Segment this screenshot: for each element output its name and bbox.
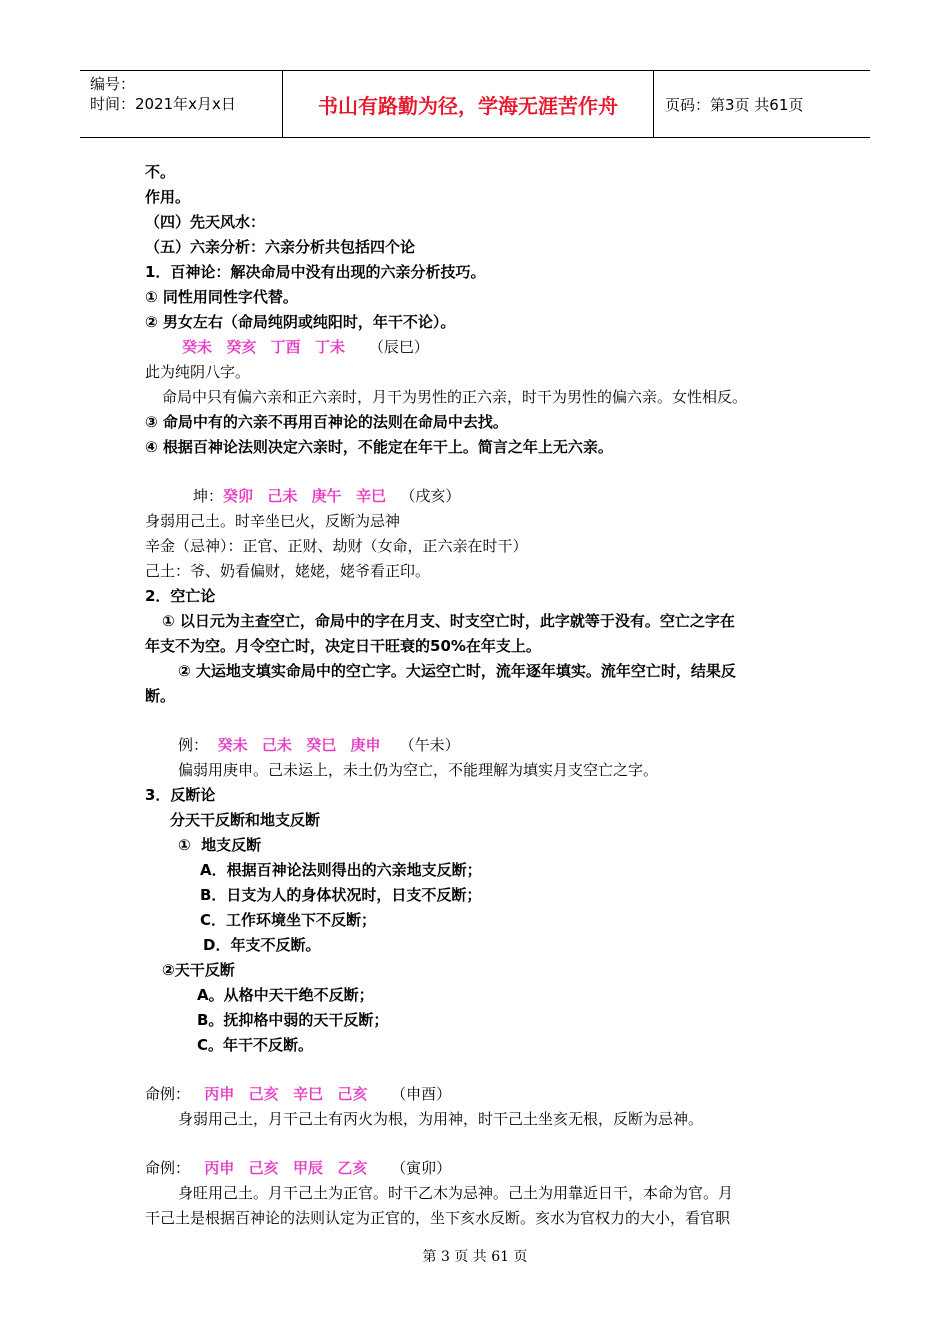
- example-chart: [145, 1084, 451, 1104]
- list-item: C。年干不反断。: [197, 1036, 314, 1054]
- text-line: 断。: [145, 687, 176, 705]
- text-line: 身弱用己土。时辛坐巳火，反断为忌神: [145, 512, 401, 530]
- chart-label: 例：: [178, 736, 209, 754]
- text-line: ① 地支反断: [178, 836, 262, 854]
- text-line: 分天干反断和地支反断: [170, 811, 321, 829]
- pillar: 丁酉: [270, 338, 301, 356]
- list-item: A．根据百神论法则得出的六亲地支反断；: [200, 861, 482, 879]
- pillar: 辛巳: [292, 1085, 323, 1103]
- chart-label: 命例：: [145, 1159, 191, 1177]
- text-line: ④ 根据百神论法则决定六亲时，不能定在年干上。简言之年上无六亲。: [145, 438, 613, 456]
- chart-label: 坤：: [193, 487, 224, 505]
- subsection-heading: 3．反断论: [145, 786, 216, 804]
- subsection-heading: 2．空亡论: [145, 587, 216, 605]
- text-line: 身弱用己土，月干己土有丙火为根，为用神，时干己土坐亥无根，反断为忌神。: [178, 1110, 704, 1128]
- list-item: B．日支为人的身体状况时，日支不反断；: [200, 886, 482, 904]
- subsection-heading: 1．百神论：解决命局中没有出现的六亲分析技巧。: [145, 263, 486, 281]
- pillar: 庚午: [311, 487, 342, 505]
- text-line: 作用。: [145, 188, 191, 206]
- document-date-label: 时间：2021年x月x日: [90, 95, 236, 113]
- void-branches: （申酉）: [391, 1085, 452, 1103]
- pillar: 庚申: [350, 736, 381, 754]
- page-header: [80, 70, 870, 138]
- section-heading: （四）先天风水：: [145, 213, 266, 231]
- text-line: 己土：爷、奶看偏财，姥姥，姥爷看正印。: [145, 562, 431, 580]
- text-line: 命局中只有偏六亲和正六亲时，月干为男性的正六亲，时干为男性的偏六亲。女性相反。: [162, 388, 748, 406]
- text-line: ② 男女左右（命局纯阴或纯阳时，年干不论）。: [145, 313, 456, 331]
- list-item: C．工作环境坐下不反断；: [200, 911, 377, 929]
- void-branches: （戌亥）: [400, 487, 461, 505]
- header-meta-cell: [80, 71, 283, 137]
- pillar: 癸未: [182, 338, 213, 356]
- pillar: 己未: [267, 487, 298, 505]
- example-chart: [193, 486, 460, 506]
- pillar: 癸巳: [306, 736, 337, 754]
- pillar: 丙申: [204, 1159, 235, 1177]
- pillar: 己亥: [337, 1085, 368, 1103]
- void-branches: （午未）: [399, 736, 460, 754]
- section-heading: （五）六亲分析：六亲分析共包括四个论: [145, 238, 416, 256]
- pillar: 己未: [261, 736, 292, 754]
- text-line: 年支不为空。月令空亡时，决定日干旺衰的50%在年支上。: [145, 637, 541, 655]
- void-branches: （辰巳）: [368, 338, 429, 356]
- pillar: 甲辰: [292, 1159, 323, 1177]
- example-chart: [178, 735, 460, 755]
- pillar: 癸卯: [223, 487, 254, 505]
- list-item: A。从格中天干绝不反断；: [197, 986, 374, 1004]
- text-line: ① 同性用同性字代替。: [145, 288, 298, 306]
- text-line: ②天干反断: [162, 961, 235, 979]
- list-item: D．年支不反断。: [203, 936, 321, 954]
- text-line: ③ 命局中有的六亲不再用百神论的法则在命局中去找。: [145, 413, 508, 431]
- pillar: 癸未: [217, 736, 248, 754]
- document-number-label: 编号：: [90, 75, 136, 93]
- chart-label: 命例：: [145, 1085, 191, 1103]
- text-line: 不。: [145, 163, 176, 181]
- pillar: 己亥: [248, 1085, 279, 1103]
- pillar: 癸亥: [226, 338, 257, 356]
- pillar: 己亥: [248, 1159, 279, 1177]
- pillar: 乙亥: [337, 1159, 368, 1177]
- text-line: 身旺用己土。月干己土为正官。时干乙木为忌神。己土为用靠近日干，本命为官。月: [178, 1184, 734, 1202]
- header-page-number: 页码：第3页 共61页: [665, 95, 804, 114]
- text-line: 偏弱用庚申。己未运上，未土仍为空亡，不能理解为填实月支空亡之字。: [178, 761, 659, 779]
- example-chart: [145, 1158, 451, 1178]
- text-line: ② 大运地支填实命局中的空亡字。大运空亡时，流年逐年填实。流年空亡时，结果反: [178, 662, 736, 680]
- pillar: 辛巳: [356, 487, 387, 505]
- example-chart: [182, 337, 429, 357]
- void-branches: （寅卯）: [391, 1159, 452, 1177]
- text-line: ① 以日元为主查空亡，命局中的字在月支、时支空亡时，此字就等于没有。空亡之字在: [162, 612, 735, 630]
- list-item: B。抚抑格中弱的天干反断；: [197, 1011, 389, 1029]
- page-footer: 第 3 页 共 61 页: [422, 1249, 528, 1265]
- text-line: 干己土是根据百神论的法则认定为正官的，坐下亥水反断。亥水为官权力的大小，看官职: [145, 1209, 731, 1227]
- pillar: 丙申: [204, 1085, 235, 1103]
- text-line: 此为纯阴八字。: [145, 363, 251, 381]
- text-line: 辛金（忌神）：正官、正财、劫财（女命，正六亲在时干）: [145, 537, 528, 555]
- header-motto: 书山有路勤为径，学海无涯苦作舟: [283, 71, 654, 137]
- pillar: 丁未: [314, 338, 345, 356]
